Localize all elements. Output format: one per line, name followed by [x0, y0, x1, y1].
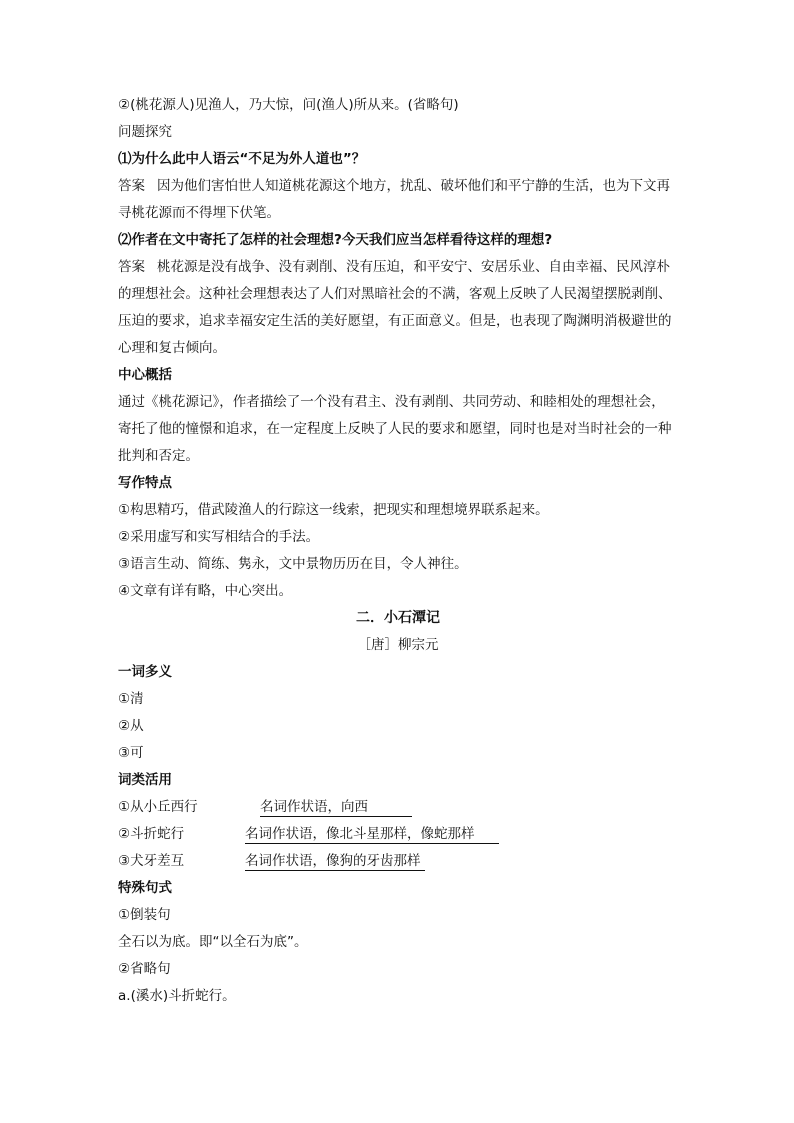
heading-polysemy: 一词多义 [118, 664, 172, 680]
answer-label: 答案 [118, 178, 145, 194]
answer-2 [118, 254, 678, 362]
writing-feature-item: ③语言生动、简练、隽永，文中景物历历在目，令人神往。 [118, 556, 468, 572]
example-sentence-omission: ②(桃花源人)见渔人，乃大惊，问(渔人)所从来。(省略句) [118, 97, 459, 113]
special-sentence-example: 全石以为底。即“以全石为底”。 [118, 934, 308, 950]
heading-central-summary: 中心概括 [118, 367, 172, 383]
question-1: ⑴为什么此中人语云“不足为外人道也”？ [118, 151, 366, 167]
word-class-term: ②斗折蛇行 [118, 826, 185, 842]
word-class-row [118, 821, 678, 848]
heading-special-sentences: 特殊句式 [118, 880, 172, 896]
word-class-row [118, 848, 678, 875]
section-title-xiaoshitanji: 二．小石潭记 [356, 610, 440, 626]
central-summary-text: 通过《桃花源记》，作者描绘了一个没有君主、没有剥削、共同劳动、和睦相处的理想社会，寄托了他的憧憬和追求，在一定程度上反映了人民的要求和愿望，同时也是对当时社会的一种批判和否定。 [118, 394, 672, 464]
answer-1-text: 因为他们害怕世人知道桃花源这个地方，扰乱、破坏他们和平宁静的生活，也为下文再寻桃花源而不得埋下伏笔。 [118, 178, 670, 221]
answer-label: 答案 [118, 259, 145, 275]
answer-2-text: 桃花源是没有战争、没有剥削、没有压迫，和平安宁、安居乐业、自由幸福、民风淳朴的理想社会。这种社会理想表达了人们对黑暗社会的不满，客观上反映了人民渴望摆脱剥削、压迫的要求，追求幸福安定生活的美好愿望，有正面意义。但是，也表现了陶渊明消极避世的心理和复古倾向。 [118, 259, 672, 356]
writing-feature-item: ②采用虚写和实写相结合的手法。 [118, 529, 320, 545]
word-class-row [118, 794, 678, 821]
heading-word-class-usage: 词类活用 [118, 772, 172, 788]
word-class-meaning: 名词作状语，像狗的牙齿那样 [245, 852, 425, 871]
word-class-term: ①从小丘西行 [118, 799, 198, 815]
section-author: ［唐］柳宗元 [357, 637, 439, 653]
writing-feature-item: ①构思精巧，借武陵渔人的行踪这一线索，把现实和理想境界联系起来。 [118, 502, 549, 518]
document-page [118, 92, 678, 1010]
word-class-term: ③犬牙差互 [118, 853, 185, 869]
answer-1 [118, 173, 678, 227]
polysemy-item: ③可 [118, 745, 144, 761]
polysemy-item: ①清 [118, 691, 144, 707]
heading-problem-inquiry: 问题探究 [118, 124, 172, 140]
special-sentence-example: a.(溪水)斗折蛇行。 [118, 988, 236, 1004]
word-class-meaning: 名词作状语，向西 [260, 798, 412, 817]
writing-feature-item: ④文章有详有略，中心突出。 [118, 583, 293, 599]
polysemy-item: ②从 [118, 718, 144, 734]
word-class-meaning: 名词作状语，像北斗星那样，像蛇那样 [245, 825, 499, 844]
heading-writing-features: 写作特点 [118, 475, 172, 491]
special-sentence-type: ②省略句 [118, 961, 171, 977]
question-2: ⑵作者在文中寄托了怎样的社会理想?今天我们应当怎样看待这样的理想? [118, 232, 553, 248]
special-sentence-type: ①倒装句 [118, 907, 171, 923]
